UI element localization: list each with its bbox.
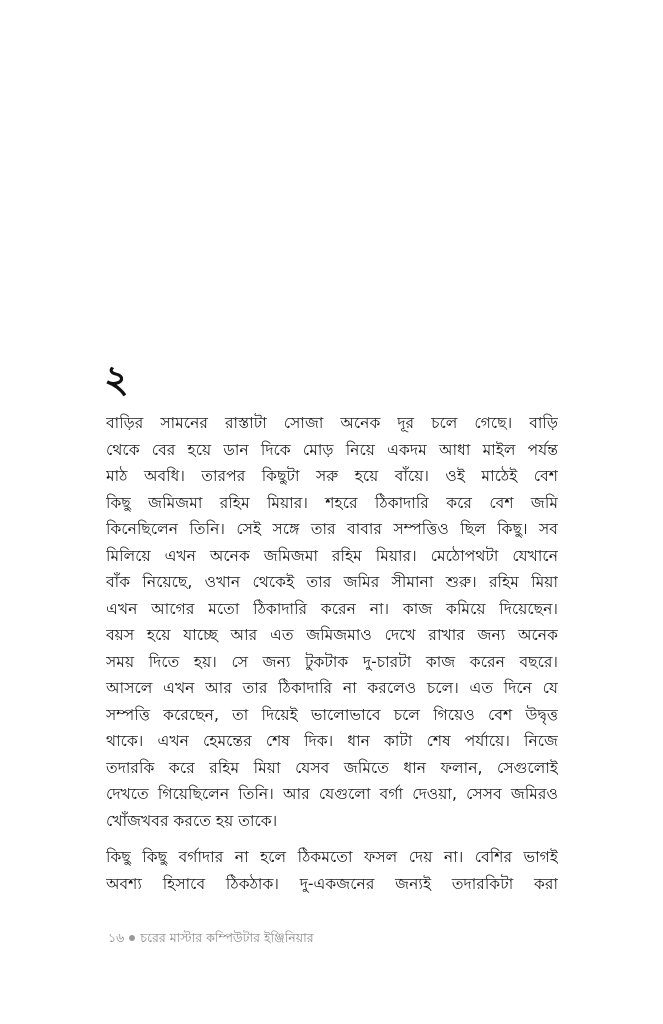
text-line: কিছু কিছু বর্গাদার না হলে ঠিকমতো ফসল দেয় না। বেশির ভাগই [106,848,558,866]
paragraph-2 [106,844,558,897]
text-line: সময় দিতে হয়। সে জন্য টুকটাক দু-চারটা কাজ করেন বছরে। [106,652,558,671]
text-line: আসলে এখন আর তার ঠিকাদারি না করলেও চলে। এত দিনে যে [106,679,558,697]
text-line: তদারকি করে রহিম মিয়া যেসব জমিতে ধান ফলান, সেগুলোই [106,758,558,777]
text-line: অবশ্য হিসাবে ঠিকঠাক। দু-একজনের জন্যই তদারকিটা করা [106,874,558,893]
text-line: কিনেছিলেন তিনি। সেই সঙ্গে তার বাবার সম্পত্তিও ছিল কিছু। সব [106,520,558,538]
text-line: মাঠ অবধি। তারপর কিছুটা সরু হয়ে বাঁয়ে। ওই মাঠেই বেশ [106,467,558,485]
text-line: বাড়ির সামনের রাস্তাটা সোজা অনেক দূর চলে গেছে। বাড়ি [106,414,558,432]
chapter-body [106,410,558,897]
text-line: কিছু জমিজমা রহিম মিয়ার। শহরে ঠিকাদারি করে বেশ জমি [106,493,558,512]
text-line: খোঁজখবর করতে হয় তাকে। [106,811,278,830]
text-line: বয়স হয়ে যাচ্ছে আর এত জমিজমাও দেখে রাখার জন্য অনেক [106,626,558,644]
text-line: থেকে বের হয়ে ডান দিকে মোড় নিয়ে একদম আধা মাইল পর্যন্ত [106,440,558,459]
text-line: সম্পত্তি করেছেন, তা দিয়েই ভালোভাবে চলে গিয়েও বেশ উদ্বৃত্ত [106,705,558,724]
text-line: এখন আগের মতো ঠিকাদারি করেন না। কাজ কমিয়ে দিয়েছেন। [106,599,558,618]
text-line: থাকে। এখন হেমন্তের শেষ দিক। ধান কাটা শেষ পর্যায়ে। নিজে [106,732,558,750]
paragraph-1 [106,410,558,834]
page-number: ১৬ [108,930,125,945]
chapter-number: ২ [104,356,129,401]
text-line: দেখতে গিয়েছিলেন তিনি। আর যেগুলো বর্গা দেওয়া, সেসব জমিরও [106,785,558,803]
text-line: বাঁক নিয়েছে, ওখান থেকেই তার জমির সীমানা শুরু। রহিম মিয়া [106,573,558,591]
page-footer [108,932,314,945]
text-line: মিলিয়ে এখন অনেক জমিজমা রহিম মিয়ার। মেঠোপথটা যেখানে [106,546,558,565]
bullet-separator-icon [129,935,135,941]
book-title: চরের মাস্টার কম্পিউটার ইঞ্জিনিয়ার [140,930,314,945]
